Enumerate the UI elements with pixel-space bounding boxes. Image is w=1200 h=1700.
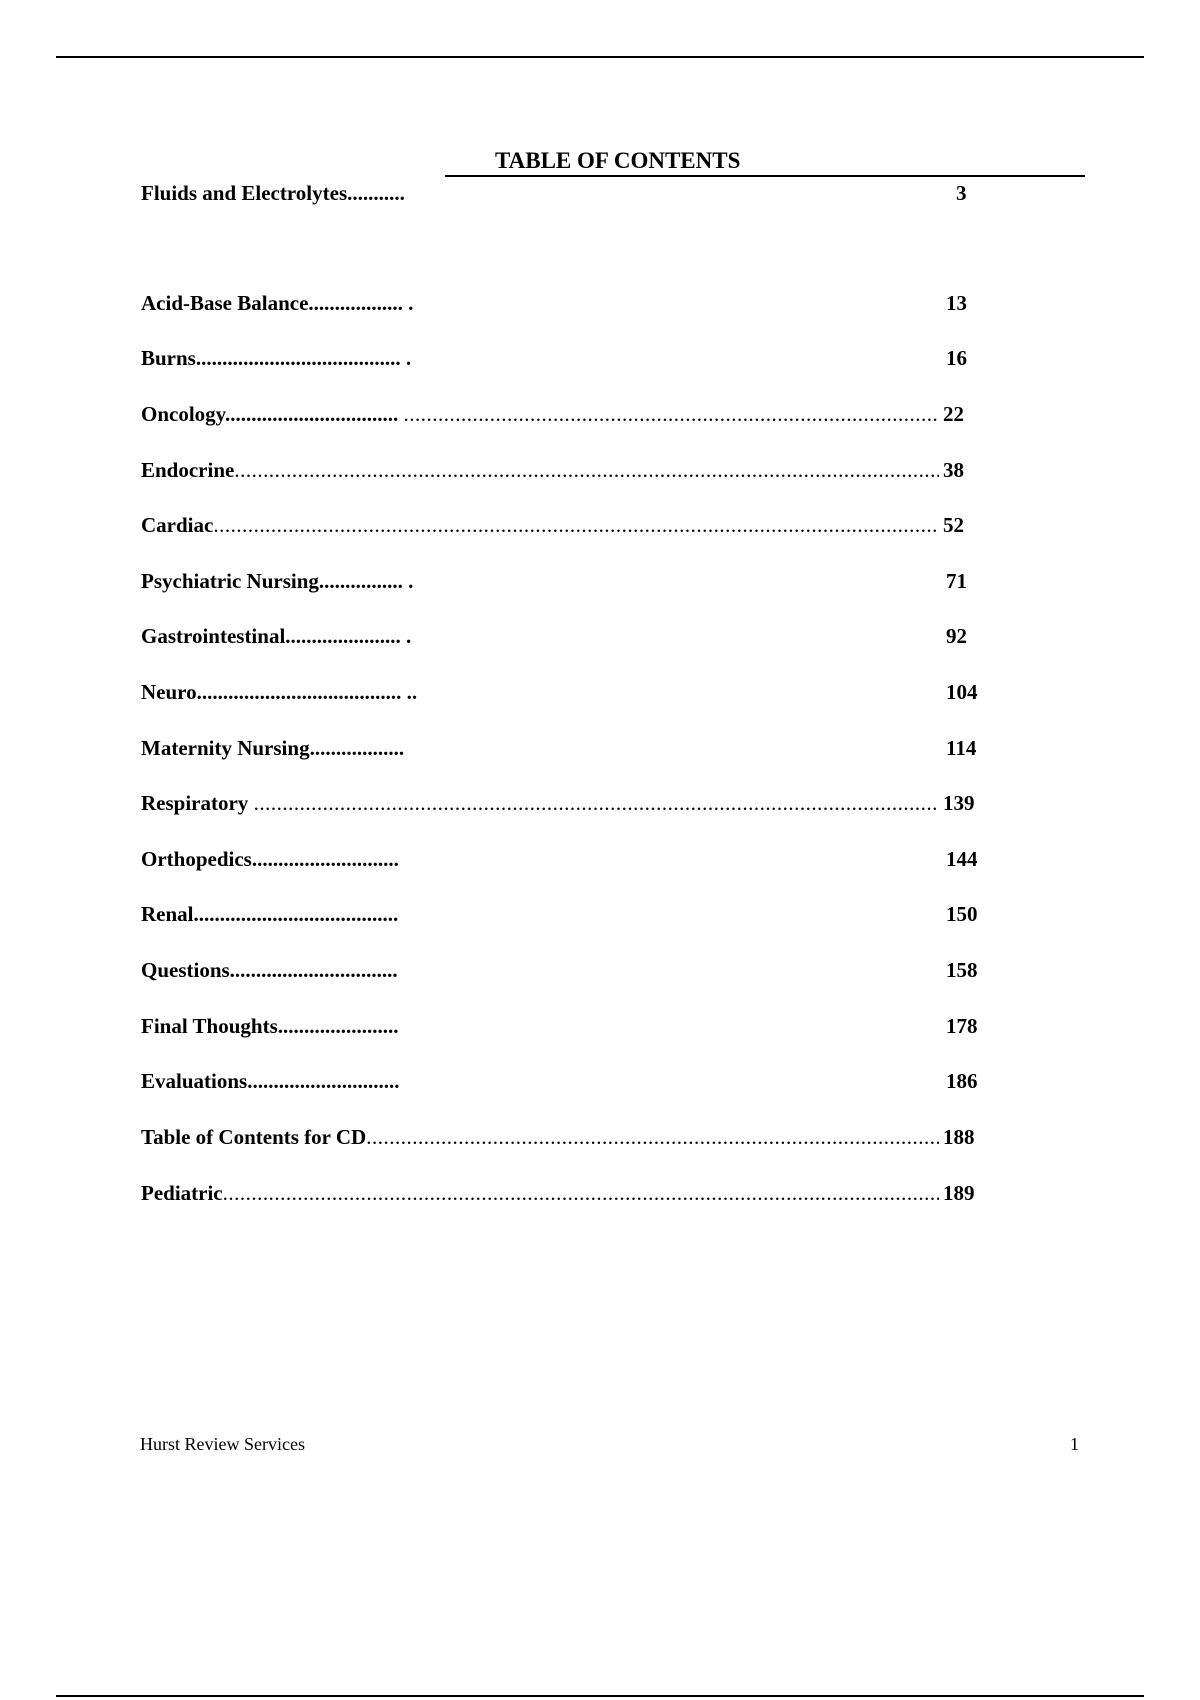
toc-entry-page: 13 (946, 291, 967, 315)
toc-entry-psychiatric-nursing[interactable] (141, 566, 981, 596)
bottom-rule (56, 1695, 1144, 1697)
toc-entry-label: Respiratory (141, 791, 249, 815)
toc-entry-label: Acid-Base Balance.................. . (141, 291, 414, 315)
toc-entry-label: Burns....................................... . (141, 346, 412, 370)
toc-entry-page: 22 (943, 402, 964, 426)
toc-entry-neuro[interactable] (141, 677, 981, 707)
toc-entry-page: 16 (946, 346, 967, 370)
toc-entry-label-group (141, 455, 939, 485)
toc-entry-label: Pediatric (141, 1181, 223, 1205)
toc-entry-page: 186 (946, 1069, 978, 1093)
toc-entry-page: 71 (946, 569, 967, 593)
dot-leader (223, 1178, 939, 1208)
toc-entry-renal[interactable] (141, 899, 981, 929)
toc-entry-page: 3 (956, 181, 967, 205)
toc-entry-respiratory[interactable] (141, 788, 981, 818)
toc-entry-label: Psychiatric Nursing................ . (141, 569, 414, 593)
toc-entry-gastrointestinal[interactable] (141, 621, 981, 651)
toc-entry-page: 178 (946, 1014, 978, 1038)
toc-entry-label: Final Thoughts....................... (141, 1014, 399, 1038)
toc-entry-evaluations[interactable] (141, 1066, 981, 1096)
toc-entry-page: 38 (943, 458, 964, 482)
toc-entry-page: 92 (946, 624, 967, 648)
toc-entry-label: Endocrine (141, 458, 235, 482)
toc-entry-orthopedics[interactable] (141, 844, 981, 874)
toc-entry-label: Gastrointestinal...................... . (141, 624, 412, 648)
toc-entry-label: Cardiac (141, 513, 214, 537)
toc-title-text: TABLE OF CONTENTS (495, 148, 741, 173)
toc-entry-page: 188 (943, 1125, 975, 1149)
toc-entry-label-group (141, 1122, 939, 1152)
toc-entry-label: Evaluations............................. (141, 1069, 400, 1093)
toc-entry-page: 189 (943, 1181, 975, 1205)
toc-entry-pediatric[interactable] (141, 1178, 981, 1208)
toc-entry-page: 144 (946, 847, 978, 871)
dot-leader (213, 510, 939, 540)
toc-entry-label: Oncology................................. (141, 402, 399, 426)
toc-entry-label: Orthopedics............................ (141, 847, 399, 871)
footer-publisher: Hurst Review Services (140, 1434, 305, 1454)
toc-entry-page: 139 (943, 791, 975, 815)
toc-entry-maternity-nursing[interactable] (141, 733, 981, 763)
toc-entry-page: 104 (946, 680, 978, 704)
toc-entry-page: 150 (946, 902, 978, 926)
dot-leader (366, 1122, 939, 1152)
toc-entry-table-of-contents-cd[interactable] (141, 1122, 981, 1152)
footer-page-number: 1 (1070, 1434, 1079, 1454)
toc-entry-label: Table of Contents for CD (141, 1125, 367, 1149)
toc-entry-page: 158 (946, 958, 978, 982)
toc-entry-label-group (141, 1178, 939, 1208)
toc-entry-questions[interactable] (141, 955, 981, 985)
toc-title (445, 147, 1085, 177)
dot-leader (248, 788, 939, 818)
toc-entry-page: 52 (943, 513, 964, 537)
toc-entry-label: Maternity Nursing.................. (141, 736, 405, 760)
toc-entry-oncology[interactable] (141, 399, 981, 429)
toc-entry-label-group (141, 510, 939, 540)
top-rule (56, 56, 1144, 58)
toc-entry-label: Renal....................................... (141, 902, 399, 926)
toc-entry-final-thoughts[interactable] (141, 1011, 981, 1041)
dot-leader (398, 399, 939, 429)
toc-entry-burns[interactable] (141, 343, 981, 373)
toc-entry-page: 114 (946, 736, 977, 760)
toc-entry-label-group (141, 788, 939, 818)
toc-entry-label: Fluids and Electrolytes........... (141, 181, 405, 205)
toc-entry-endocrine[interactable] (141, 455, 981, 485)
toc-entry-cardiac[interactable] (141, 510, 981, 540)
toc-entry-label: Neuro....................................... .. (141, 680, 418, 704)
toc-entry-label: Questions................................ (141, 958, 398, 982)
toc-entry-fluids-electrolytes[interactable] (141, 178, 991, 208)
toc-entry-label-group (141, 399, 939, 429)
dot-leader (234, 455, 939, 485)
toc-entry-acid-base-balance[interactable] (141, 288, 981, 318)
